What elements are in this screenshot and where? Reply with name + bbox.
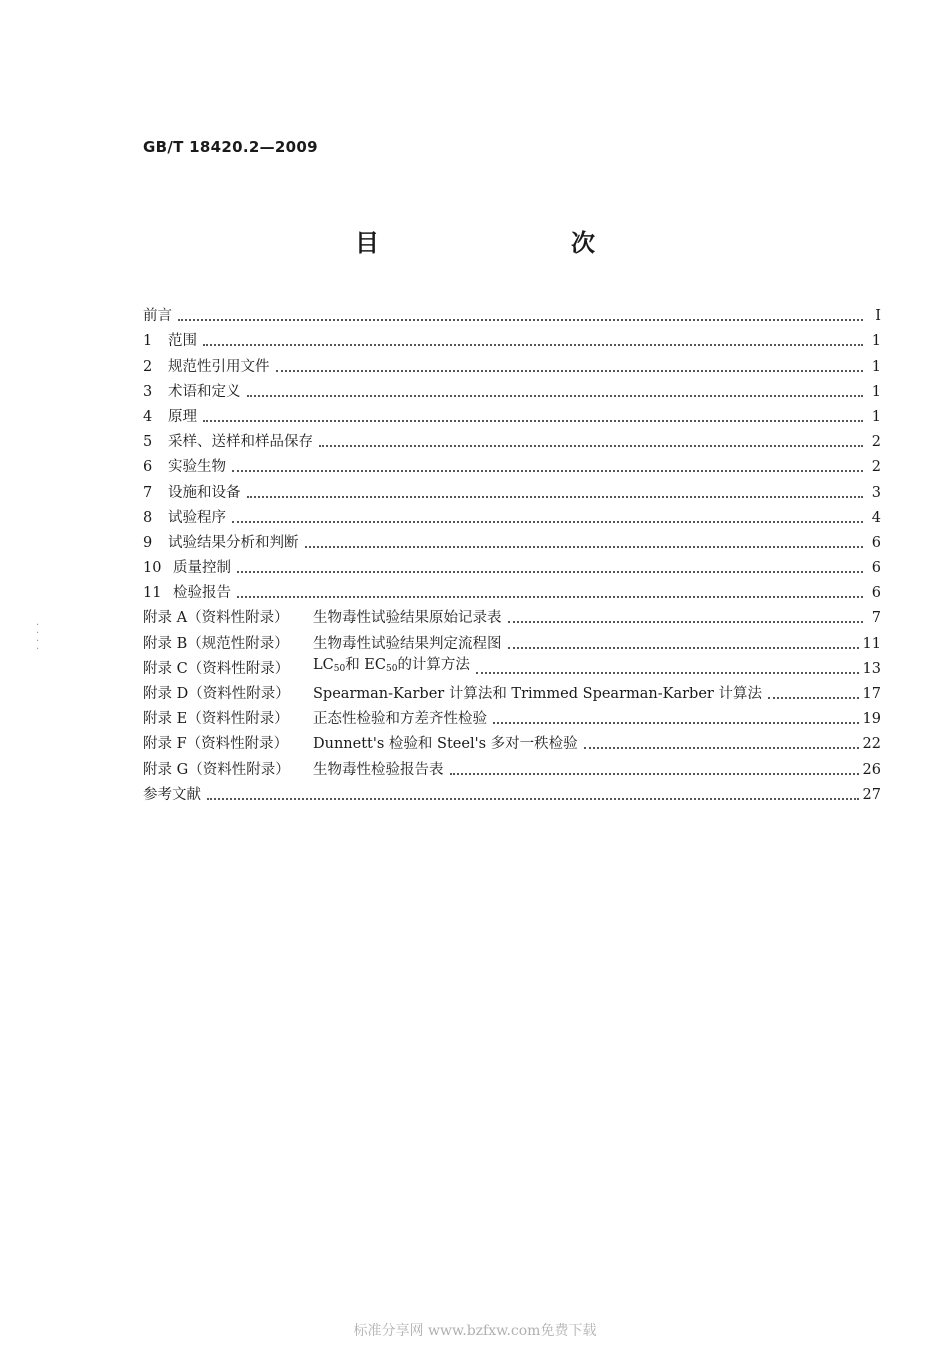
- toc-entry-1[interactable]: [143, 325, 883, 350]
- toc-page: 6: [871, 585, 881, 602]
- toc-number: 3: [143, 383, 153, 400]
- toc-label: Dunnett's 检验和 Steel's 多对一秩检验: [313, 736, 578, 753]
- toc-title: 目 次: [355, 229, 643, 257]
- toc-number: 6: [143, 459, 153, 476]
- toc-label: 术语和定义: [168, 383, 241, 400]
- toc-page: 11: [862, 635, 881, 652]
- method-text: 的计算方法: [397, 656, 470, 673]
- subscript-50: 50: [385, 663, 398, 674]
- appendix-prefix: 附录 C（资料性附录）: [143, 660, 290, 677]
- toc-entry-6[interactable]: [143, 451, 883, 476]
- toc-number: 2: [143, 358, 153, 375]
- toc-entry-appendix-g[interactable]: [143, 753, 883, 778]
- toc-label: 正态性检验和方差齐性检验: [313, 711, 487, 728]
- toc-page: 2: [871, 459, 881, 476]
- toc-entry-7[interactable]: [143, 476, 883, 501]
- toc-page: 3: [871, 484, 881, 501]
- toc-entry-appendix-d[interactable]: [143, 678, 883, 703]
- appendix-prefix: 附录 B（规范性附录）: [143, 635, 289, 652]
- dot-leader: [768, 696, 859, 699]
- toc-page: 26: [862, 761, 881, 778]
- toc-entry-9[interactable]: [143, 527, 883, 552]
- toc-page: 2: [871, 434, 881, 451]
- standard-code: GB/T 18420.2—2009: [143, 138, 318, 156]
- toc-number: 1: [143, 333, 153, 350]
- toc-label: 规范性引用文件: [168, 358, 270, 375]
- toc-label: 生物毒性检验报告表: [313, 761, 444, 778]
- toc-number: 4: [143, 408, 153, 425]
- toc-page: 19: [862, 711, 881, 728]
- toc-entry-11[interactable]: [143, 577, 883, 602]
- dot-leader: [508, 646, 859, 649]
- toc-label: 试验程序: [168, 509, 226, 526]
- dot-leader: [178, 318, 863, 321]
- appendix-prefix: 附录 G（资料性附录）: [143, 761, 290, 778]
- toc-number: 10: [143, 560, 162, 577]
- toc-page: 1: [871, 333, 881, 350]
- table-of-contents: [143, 300, 883, 804]
- toc-entry-appendix-f[interactable]: [143, 728, 883, 753]
- dot-leader: [508, 620, 864, 623]
- ec-text: 和 EC: [345, 656, 386, 673]
- toc-label: 试验结果分析和判断: [168, 534, 299, 551]
- toc-label: 生物毒性试验结果原始记录表: [313, 610, 502, 627]
- toc-number: 7: [143, 484, 153, 501]
- toc-label: 设施和设备: [168, 484, 241, 501]
- toc-label: 实验生物: [168, 459, 226, 476]
- dot-leader: [203, 419, 863, 422]
- toc-label: 生物毒性试验结果判定流程图: [313, 635, 502, 652]
- toc-label: 检验报告: [173, 585, 231, 602]
- toc-entry-8[interactable]: [143, 502, 883, 527]
- scan-marks: · · · ·: [36, 620, 40, 655]
- dot-leader: [232, 469, 863, 472]
- toc-number: 8: [143, 509, 153, 526]
- toc-entry-appendix-c[interactable]: [143, 653, 883, 678]
- toc-label: 前言: [143, 308, 172, 325]
- appendix-prefix: 附录 A（资料性附录）: [143, 610, 289, 627]
- toc-page: 17: [862, 686, 881, 702]
- dot-leader: [247, 394, 864, 397]
- toc-entry-4[interactable]: [143, 401, 883, 426]
- dot-leader: [319, 444, 863, 447]
- toc-page: 1: [871, 408, 881, 425]
- toc-entry-references[interactable]: [143, 779, 883, 804]
- toc-label: 范围: [168, 333, 197, 350]
- toc-entry-2[interactable]: [143, 350, 883, 375]
- dot-leader: [305, 545, 864, 548]
- appendix-prefix: 附录 D（资料性附录）: [143, 686, 290, 702]
- toc-page: 1: [871, 358, 881, 375]
- dot-leader: [237, 570, 863, 573]
- lc-text: LC: [313, 656, 334, 673]
- toc-label: [313, 656, 470, 678]
- toc-label: 采样、送样和样品保存: [168, 434, 313, 451]
- toc-page: 6: [871, 534, 881, 551]
- toc-page: 7: [871, 610, 881, 627]
- toc-page: 6: [871, 560, 881, 577]
- toc-page: 4: [871, 509, 881, 526]
- toc-page: 27: [862, 786, 881, 803]
- toc-entry-appendix-b[interactable]: [143, 627, 883, 652]
- toc-entry-appendix-e[interactable]: [143, 703, 883, 728]
- dot-leader: [232, 520, 863, 523]
- toc-page: 22: [862, 736, 881, 753]
- toc-label: 原理: [168, 408, 197, 425]
- dot-leader: [584, 746, 859, 749]
- toc-page: Ⅰ: [875, 308, 881, 325]
- toc-number: 11: [143, 585, 162, 602]
- toc-label: 参考文献: [143, 786, 201, 803]
- appendix-prefix: 附录 F（资料性附录）: [143, 736, 289, 753]
- toc-entry-appendix-a[interactable]: [143, 602, 883, 627]
- dot-leader: [276, 369, 864, 372]
- toc-label: Spearman-Karber 计算法和 Trimmed Spearman-Karber 计算法: [313, 686, 762, 702]
- dot-leader: [450, 772, 859, 775]
- dot-leader: [237, 595, 863, 598]
- toc-page: 1: [871, 383, 881, 400]
- dot-leader: [207, 797, 859, 800]
- dot-leader: [203, 343, 863, 346]
- toc-entry-preface[interactable]: [143, 300, 883, 325]
- dot-leader: [247, 495, 864, 498]
- toc-number: 9: [143, 534, 153, 551]
- dot-leader: [476, 671, 859, 674]
- toc-number: 5: [143, 434, 153, 451]
- dot-leader: [493, 721, 859, 724]
- toc-label: 质量控制: [173, 560, 231, 577]
- appendix-prefix: 附录 E（资料性附录）: [143, 711, 289, 728]
- footer-watermark: 标准分享网 www.bzfxw.com免费下载: [353, 1323, 597, 1339]
- toc-entry-10[interactable]: [143, 552, 883, 577]
- toc-entry-3[interactable]: [143, 376, 883, 401]
- toc-page: 13: [862, 660, 881, 677]
- toc-entry-5[interactable]: [143, 426, 883, 451]
- subscript-50: 50: [333, 663, 346, 674]
